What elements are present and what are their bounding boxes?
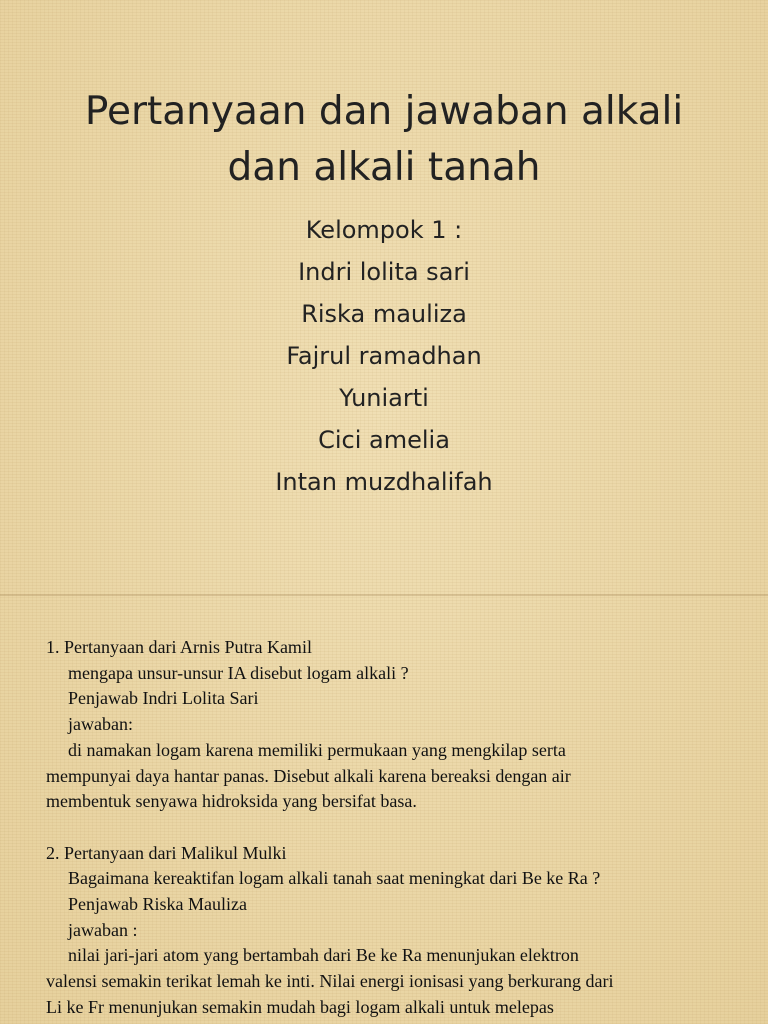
member-name: Fajrul ramadhan xyxy=(286,342,482,370)
q1-answer-line-3: membentuk senyawa hidroksida yang bersifat basa. xyxy=(46,791,417,812)
paragraph-gap xyxy=(46,815,726,841)
q1-answerer: Penjawab Indri Lolita Sari xyxy=(68,688,259,709)
member-name: Intan muzdhalifah xyxy=(275,468,493,496)
q1-question: mengapa unsur-unsur IA disebut logam alkali ? xyxy=(68,662,409,683)
member-name: Yuniarti xyxy=(339,384,429,412)
q1-answer-line-1: di namakan logam karena memiliki permukaan yang mengkilap serta xyxy=(68,739,566,760)
group-members xyxy=(84,209,684,503)
member-name: Riska mauliza xyxy=(301,300,467,328)
q1-answer-line-2: mempunyai daya hantar panas. Disebut alkali karena bereaksi dengan air xyxy=(46,765,571,786)
title-line-1: Pertanyaan dan jawaban alkali xyxy=(84,89,684,134)
member-name: Indri lolita sari xyxy=(298,258,470,286)
q2-answer-line-2: valensi semakin terikat lemah ke inti. Nilai energi ionisasi yang berkurang dari xyxy=(46,971,614,992)
q2-answerer: Penjawab Riska Mauliza xyxy=(68,894,247,915)
qa-text-block xyxy=(46,635,726,1021)
q2-answer-line-3: Li ke Fr menunjukan semakin mudah bagi logam alkali untuk melepas xyxy=(46,996,554,1017)
qa-slide xyxy=(0,595,768,1024)
slide-title xyxy=(40,84,728,196)
group-label: Kelompok 1 : xyxy=(305,216,463,244)
q2-question: Bagaimana kereaktifan logam alkali tanah saat meningkat dari Be ke Ra ? xyxy=(68,868,601,889)
q2-answer-line-1: nilai jari-jari atom yang bertambah dari Be ke Ra menunjukan elektron xyxy=(68,945,579,966)
q1-heading: 1. Pertanyaan dari Arnis Putra Kamil xyxy=(46,637,312,657)
member-name: Cici amelia xyxy=(318,426,450,454)
q1-answer-label: jawaban: xyxy=(68,714,133,735)
q2-answer-label: jawaban : xyxy=(68,919,138,940)
q2-heading: 2. Pertanyaan dari Malikul Mulki xyxy=(46,842,287,863)
title-line-2: dan alkali tanah xyxy=(227,145,541,190)
